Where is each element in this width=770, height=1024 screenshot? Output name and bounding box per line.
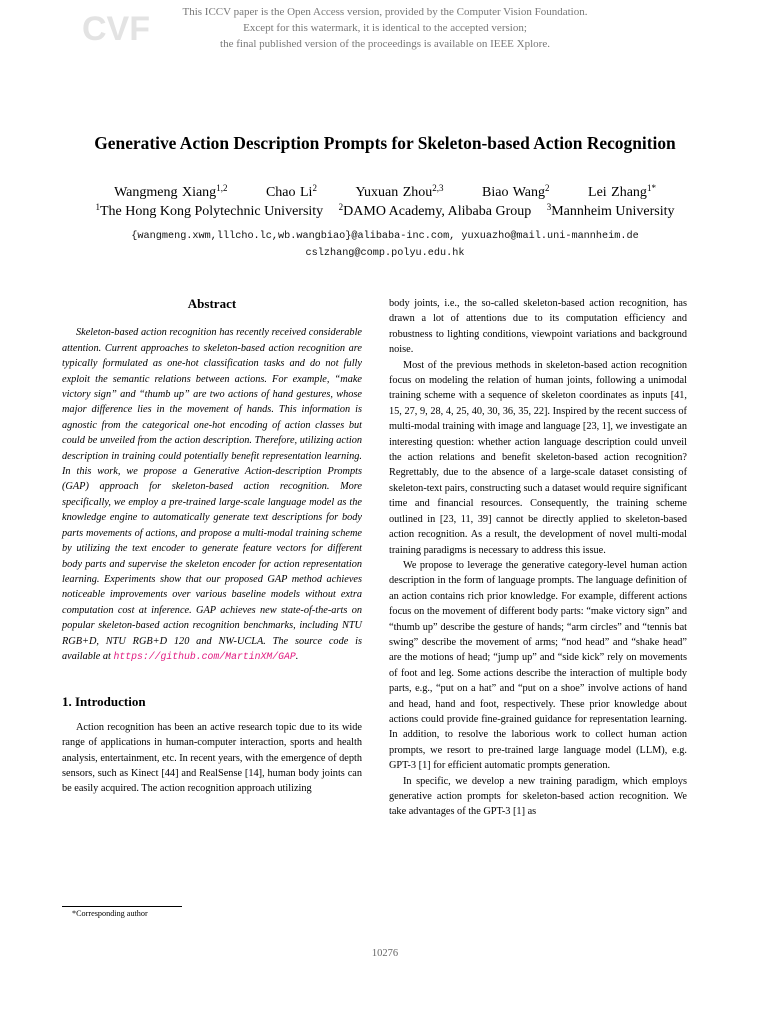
affiliation-list xyxy=(0,204,770,220)
author-emails xyxy=(0,228,770,262)
left-column xyxy=(62,296,362,797)
affiliation: $^1$The Hong Kong Polytechnic University xyxy=(95,202,324,219)
email-line-2: cslzhang@comp.polyu.edu.hk xyxy=(305,248,465,259)
watermark-line-3: the final published version of the proceedings is available on IEEE Xplore. xyxy=(220,38,550,50)
author: Yuxuan Zhou$^{2,3}$ xyxy=(355,183,444,200)
right-column xyxy=(389,296,687,820)
watermark-line-1: This ICCV paper is the Open Access version, provided by the Computer Vision Foundation. xyxy=(182,6,588,18)
page-number: 10276 xyxy=(371,948,399,959)
author-list xyxy=(0,185,770,201)
footnote-corresponding-author: *Corresponding author xyxy=(72,909,148,918)
author: Chao Li$^2$ xyxy=(265,183,317,200)
cvf-logo-text: CVF xyxy=(82,10,150,48)
footnote-divider xyxy=(62,906,182,907)
affiliation: $^3$Mannheim University xyxy=(546,202,675,219)
abstract: Skeleton-based action recognition has recently received considerable attention. Current approaches to skeleton-based action recognition are typically formulated as one-hot classification tasks and do not fully exploit the semantic relations between actions. For example, “make victory sign” and “thumb up” are two actions of hand gestures, whose major difference lies in the movement of hands. This information is agnostic from the categorical one-hot encoding of action classes but could be unveiled from the action description. Therefore, utilizing action description in training could potentially benefit representation learning. In this work, we propose a Generative Action-description Prompts (GAP) approach for skeleton-based action recognition. More specifically, we employ a pre-trained large-scale language model as the knowledge engine to automatically generate text descriptions for body parts movements of actions, and propose a multi-modal training scheme by utilizing the text encoder to generate feature vectors for different body parts and supervise the skeleton encoder for action representation learning. Experiments show that our proposed GAP method achieves noticeable improvements over various baseline models without extra computation cost at inference. GAP achieves new state-of-the-arts on popular skeleton-based action recognition benchmarks, including NTU RGB+D, NTU RGB+D 120 and NW-UCLA. The source code is available at https://github.com/MartinXM/GAP. xyxy=(62,327,362,662)
affiliation: $^2$DAMO Academy, Alibaba Group xyxy=(338,202,532,219)
right-paragraph-2: Most of the previous methods in skeleton-based action recognition focus on modeling the relation of human joints, following a unimodal training scheme with a sequence of skeleton coordinates as inputs [41, 15, 27, 9, 28, 4, 25, 40, 30, 36, 35, 22]. Inspired by the recent success of multi-modal training with image and language [23, 1], we investigate an interesting question: whether action language description could unveil the action relations and benefit skeleton-based action recognition? Regrettably, due to the absence of a large-scale dataset consisting of skeleton-text pairs, constructing such a dataset would require significant time and financial resources. Consequently, the training scheme outlined in [23, 11, 39] cannot be directly applied to skeleton-based action recognition. As a result, the development of novel multi-modal training paradigms is necessary to address this issue. xyxy=(389,359,687,556)
right-paragraph-4: In specific, we develop a new training paradigm, which employs generative action prompts for skeleton-based action recognition. We take advantages of the GPT-3 [1] as xyxy=(389,775,687,818)
abstract-heading: Abstract xyxy=(187,296,237,311)
right-paragraph-3: We propose to leverage the generative category-level human action description in the form of language prompts. The language definition of an action contains rich prior knowledge. For example, different actions focus on the movement of different body parts: “make victory sign” and “thumb up” describe the gesture of hands; “arm circles” and “tennis bat swing” describe the movement of arms; “nod head” and “shake head” are the motions of head; “jump up” and “side kick” rely on movements of foot and leg. Some actions describe the interaction of multiple body parts, e.g., “put on a hat” and “put on a shoe” involve actions of hand and head, hand and foot, respectively. These prior knowledge about actions could provide fine-grained guidance for representation learning. In addition, to resolve the laborious work to collect human action prompts, we resort to pre-trained large language model (LLM), e.g. GPT-3 [1] for efficient automatic prompts generation. xyxy=(389,559,687,772)
email-line-1: {wangmeng.xwm,lllcho.lc,wb.wangbiao}@alibaba-inc.com, yuxuazho@mail.uni-mannheim.de xyxy=(131,231,639,242)
watermark-line-2: Except for this watermark, it is identical to the accepted version; xyxy=(243,22,527,34)
author: Biao Wang$^2$ xyxy=(482,183,550,200)
paper-title: Generative Action Description Prompts for Skeleton-based Action Recognition xyxy=(94,133,676,153)
source-code-link[interactable]: https://github.com/MartinXM/GAP xyxy=(113,650,296,662)
section-heading-introduction: 1. Introduction xyxy=(62,694,146,710)
intro-paragraph-1: Action recognition has been an active research topic due to its wide range of applications in human-computer interaction, sports and health analysis, entertainment, etc. In recent years, with the emergence of depth sensors, such as Kinect [44] and RealSense [14], human body joints can be easily acquired. The action recognition approach utilizing xyxy=(62,721,363,795)
abstract-text: Skeleton-based action recognition has recently received considerable attention. Current approaches to skeleton-based action recognition are typically formulated as one-hot classification tasks and do not fully exploit the semantic relations between actions. For example, “make victory sign” and “thumb up” are two actions of hand gestures, whose major difference lies in the movement of hands. This information is agnostic from the categorical one-hot encoding of action classes but could be unveiled from the action description. Therefore, utilizing action description in training could potentially benefit representation learning. In this work, we propose a Generative Action-description Prompts (GAP) approach for skeleton-based action recognition. More specifically, we employ a pre-trained large-scale language model as the knowledge engine to automatically generate text descriptions for body parts movements of actions, and propose a multi-modal training scheme by utilizing the text encoder to generate feature vectors for different body parts and supervise the skeleton encoder for action representation learning. Experiments show that our proposed GAP method achieves noticeable improvements over various baseline models without extra computation cost at inference. GAP achieves new state-of-the-arts on popular skeleton-based action recognition benchmarks, including NTU RGB+D, NTU RGB+D 120 and NW-UCLA. The source code is available at xyxy=(62,327,362,662)
author: Wangmeng Xiang$^{1,2}$ xyxy=(114,183,228,200)
author: Lei Zhang$^{1*}$ xyxy=(588,183,656,200)
open-access-watermark xyxy=(0,4,770,52)
right-paragraph-1: body joints, i.e., the so-called skeleton-based action recognition, has drawn a lot of attentions due to its computation efficiency and robustness to lighting conditions, viewpoint variations and background noise. xyxy=(389,298,687,356)
